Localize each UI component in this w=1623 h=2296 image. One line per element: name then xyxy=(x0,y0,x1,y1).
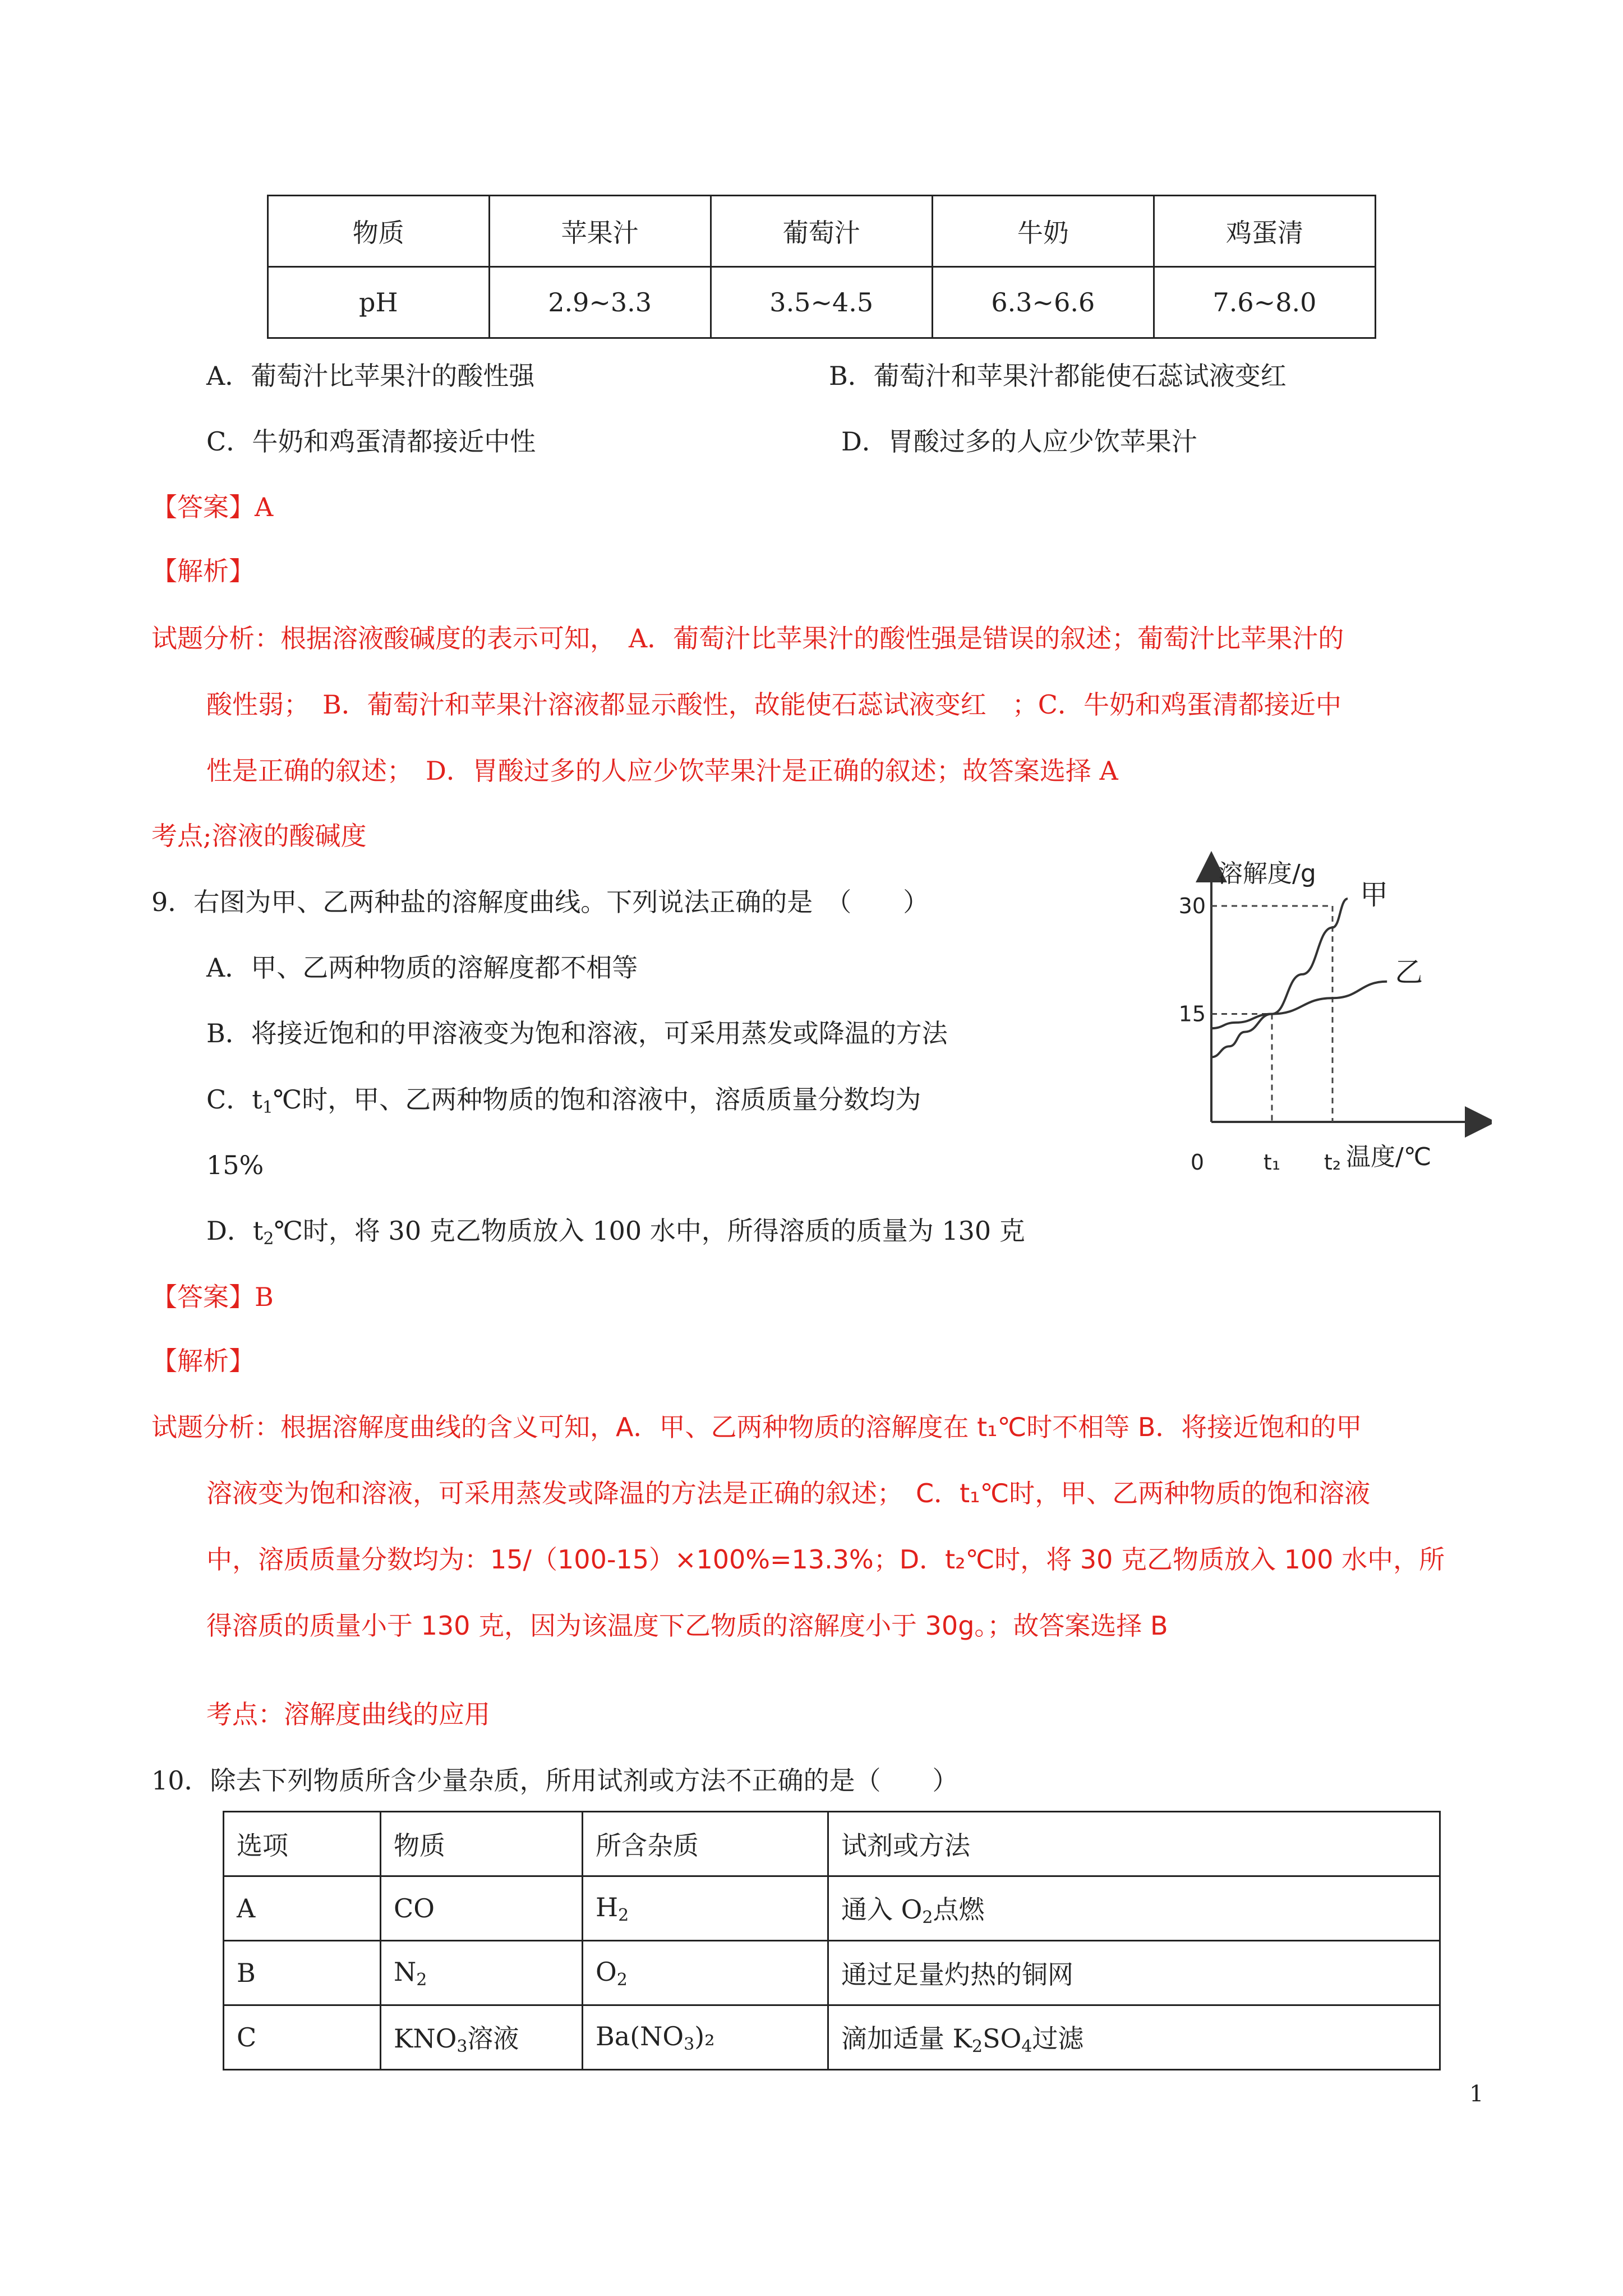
text: C．t xyxy=(206,1084,262,1115)
q8-option-b: B．葡萄汁和苹果汁都能使石蕊试液变红 xyxy=(829,361,1287,391)
text: ℃时，甲、乙两种物质的饱和溶液中，溶质质量分数均为 xyxy=(273,1084,921,1115)
table-cell xyxy=(381,1941,583,2005)
q9-answer: 【答案】B xyxy=(151,1282,274,1312)
table-cell: 苹果汁 xyxy=(489,196,711,267)
q8-analysis-line: 性是正确的叙述； D．胃酸过多的人应少饮苹果汁是正确的叙述；故答案选择 A xyxy=(206,756,1118,786)
table-header-row xyxy=(268,196,1376,267)
q10-stem: 10．除去下列物质所含少量杂质，所用试剂或方法不正确的是（ ） xyxy=(151,1765,958,1796)
q9-option-c-cont: 15% xyxy=(206,1150,264,1180)
table-cell xyxy=(828,2005,1440,2070)
solubility-chart-svg xyxy=(1178,847,1492,1184)
q8-kaodian: 考点;溶液的酸碱度 xyxy=(151,821,367,851)
q9-analysis-line: 中，溶质质量分数均为：15/（100-15）×100%=13.3%；D．t₂℃时，将 30 克乙物质放入 100 水中，所 xyxy=(206,1544,1445,1575)
table-cell: 6.3~6.6 xyxy=(932,267,1154,338)
q8-option-c: C．牛奶和鸡蛋清都接近中性 xyxy=(206,426,536,457)
x-tick-label: 0 xyxy=(1190,1150,1205,1175)
subscript: 2 xyxy=(263,1229,274,1249)
q9-option-d xyxy=(206,1214,1025,1256)
table-row xyxy=(224,2005,1440,2070)
subscript: 2 xyxy=(416,1970,427,1990)
q9-kaodian: 考点：溶解度曲线的应用 xyxy=(206,1699,490,1729)
table-cell xyxy=(828,1876,1440,1941)
subscript: 2 xyxy=(922,1908,933,1927)
q8-option-d: D．胃酸过多的人应少饮苹果汁 xyxy=(841,426,1197,457)
text: )₂ xyxy=(694,2021,715,2051)
table-cell: 通过足量灼热的铜网 xyxy=(828,1941,1440,2005)
subscript: 1 xyxy=(262,1098,273,1117)
q9-analysis-label: 【解析】 xyxy=(151,1346,255,1376)
solubility-chart xyxy=(1178,847,1492,1184)
q8-answer: 【答案】A xyxy=(151,492,274,522)
q9-analysis-line: 得溶质的质量小于 130 克，因为该温度下乙物质的溶解度小于 30g。；故答案选择 B xyxy=(206,1611,1168,1641)
text: O xyxy=(596,1956,617,1987)
table-cell: 物质 xyxy=(268,196,490,267)
table-header-row xyxy=(224,1812,1440,1876)
table-cell: 2.9~3.3 xyxy=(489,267,711,338)
text: N xyxy=(394,1956,417,1987)
q9-stem: 9．右图为甲、乙两种盐的溶解度曲线。下列说法正确的是 （ ） xyxy=(151,887,929,917)
table-cell xyxy=(381,2005,583,2070)
q9-option-a: A．甲、乙两种物质的溶解度都不相等 xyxy=(206,953,638,983)
q9-option-c xyxy=(206,1083,921,1125)
y-tick-label: 30 xyxy=(1178,894,1206,918)
text: D．t xyxy=(206,1216,264,1246)
table-cell: 牛奶 xyxy=(932,196,1154,267)
text: Ba(NO xyxy=(596,2021,684,2051)
table-cell: 选项 xyxy=(224,1812,381,1876)
table-cell: C xyxy=(224,2005,381,2070)
q9-analysis-line: 溶液变为饱和溶液，可采用蒸发或降温的方法是正确的叙述； C．t₁℃时，甲、乙两种物质的饱和溶液 xyxy=(206,1478,1371,1508)
subscript: 4 xyxy=(1021,2037,1032,2056)
text: 通入 O xyxy=(841,1894,923,1925)
subscript: 3 xyxy=(684,2034,695,2054)
table-cell: pH xyxy=(268,267,490,338)
text: KNO xyxy=(394,2023,457,2054)
table-cell: 葡萄汁 xyxy=(711,196,932,267)
table-row xyxy=(224,1876,1440,1941)
table-row xyxy=(224,1941,1440,2005)
x-tick-label: t₂ xyxy=(1324,1150,1341,1175)
q8-analysis-line: 酸性弱； B．葡萄汁和苹果汁溶液都显示酸性，故能使石蕊试液变红 ；C．牛奶和鸡蛋清都接近中 xyxy=(206,689,1341,720)
text: H xyxy=(596,1892,619,1922)
y-tick-label: 15 xyxy=(1178,1001,1206,1027)
page-number: 1 xyxy=(1469,2081,1484,2107)
impurity-table xyxy=(223,1811,1441,2070)
table-cell: A xyxy=(224,1876,381,1941)
series-line-jia xyxy=(1211,899,1348,1057)
subscript: 2 xyxy=(972,2037,983,2056)
table-cell: 7.6~8.0 xyxy=(1154,267,1375,338)
subscript: 2 xyxy=(618,1905,629,1925)
text: 过滤 xyxy=(1032,2023,1084,2054)
table-cell: B xyxy=(224,1941,381,2005)
subscript: 2 xyxy=(616,1970,628,1990)
text: ℃时，将 30 克乙物质放入 100 水中，所得溶质的质量为 130 克 xyxy=(274,1216,1025,1246)
q9-option-b: B．将接近饱和的甲溶液变为饱和溶液，可采用蒸发或降温的方法 xyxy=(206,1018,948,1048)
q8-analysis-line: 试题分析：根据溶液酸碱度的表示可知， A．葡萄汁比苹果汁的酸性强是错误的叙述；葡萄汁比苹果汁的 xyxy=(151,623,1344,654)
subscript: 3 xyxy=(457,2037,468,2056)
text: 点燃 xyxy=(933,1894,985,1925)
series-label: 乙 xyxy=(1395,955,1423,988)
x-axis-label: 温度/℃ xyxy=(1346,1143,1432,1171)
y-axis-label: 溶解度/g xyxy=(1218,859,1316,888)
text: 滴加适量 K xyxy=(841,2023,972,2054)
table-cell: 3.5~4.5 xyxy=(711,267,932,338)
text: 溶液 xyxy=(467,2023,519,2054)
series-line-yi xyxy=(1211,982,1387,1028)
table-row xyxy=(268,267,1376,338)
x-tick-label: t₁ xyxy=(1263,1150,1281,1175)
table-cell: 鸡蛋清 xyxy=(1154,196,1375,267)
table-cell: 所含杂质 xyxy=(583,1812,828,1876)
table-cell xyxy=(583,1876,828,1941)
text: SO xyxy=(983,2023,1022,2054)
table-cell: 物质 xyxy=(381,1812,583,1876)
table-cell xyxy=(583,1941,828,2005)
table-cell: CO xyxy=(381,1876,583,1941)
q9-analysis-line: 试题分析：根据溶解度曲线的含义可知，A．甲、乙两种物质的溶解度在 t₁℃时不相等 B．将接近饱和的甲 xyxy=(151,1412,1362,1442)
q8-option-a: A．葡萄汁比苹果汁的酸性强 xyxy=(206,361,535,391)
q8-analysis-label: 【解析】 xyxy=(151,556,255,586)
series-label: 甲 xyxy=(1360,878,1388,912)
table-cell: 试剂或方法 xyxy=(828,1812,1440,1876)
table-cell xyxy=(583,2005,828,2070)
ph-table xyxy=(267,195,1376,339)
